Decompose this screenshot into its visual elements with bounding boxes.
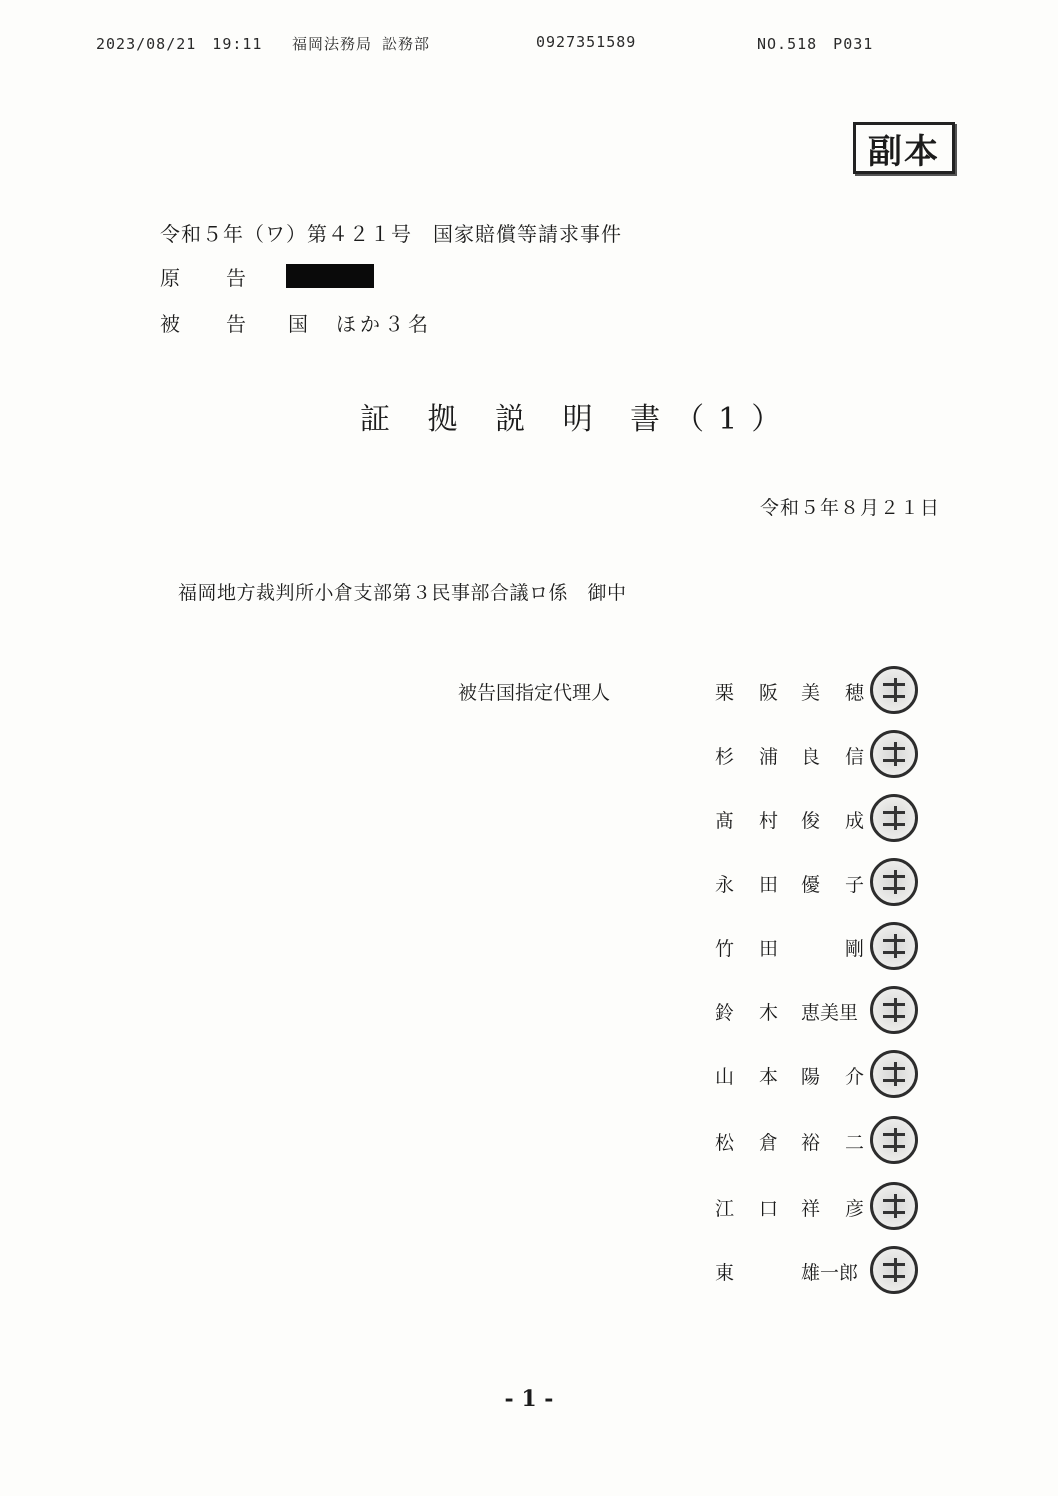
- plaintiff-label-char: 原: [160, 266, 180, 290]
- agent-name-char: 美: [801, 682, 821, 704]
- seal-stamp-icon: [870, 858, 918, 906]
- copy-stamp: 副本: [853, 122, 955, 174]
- agent-name-char: 松: [715, 1132, 735, 1154]
- agent-name-char: 本: [759, 1066, 779, 1088]
- agent-name-char: 江: [715, 1198, 735, 1220]
- document-date: 令和５年８月２１日: [760, 497, 941, 519]
- redacted-plaintiff-name: [286, 264, 374, 288]
- agent-row: [715, 1062, 895, 1092]
- addressee: 福岡地方裁判所小倉支部第３民事部合議ロ係 御中: [178, 582, 627, 604]
- agent-name-char: 鈴: [715, 1002, 735, 1024]
- agent-name-char: 陽: [801, 1066, 821, 1088]
- agent-name-char: 栗: [715, 682, 735, 704]
- agent-name-char: 介: [845, 1066, 865, 1088]
- agent-name-char: 阪: [759, 682, 779, 704]
- agent-name-char: 成: [845, 810, 865, 832]
- agent-name-char: 田: [759, 938, 779, 960]
- agent-row: [715, 1128, 895, 1158]
- seal-stamp-icon: [870, 730, 918, 778]
- agent-row: [715, 806, 895, 836]
- agent-name-char: 髙: [715, 810, 735, 832]
- fax-header: [0, 33, 1058, 55]
- seal-stamp-icon: [870, 986, 918, 1034]
- agent-name-char: 優: [801, 874, 821, 896]
- plaintiff-label-char: 告: [226, 266, 246, 290]
- agent-row: [715, 742, 895, 772]
- seal-stamp-icon: [870, 666, 918, 714]
- agent-name-char: 木: [759, 1002, 779, 1024]
- agent-label: 被告国指定代理人: [458, 682, 611, 704]
- agent-name-char: 竹: [715, 938, 735, 960]
- agent-name-char: 口: [759, 1198, 779, 1220]
- agent-name-char: 倉: [759, 1132, 779, 1154]
- fax-datetime: 2023/08/21 19:11: [96, 35, 263, 53]
- agent-name-char: 雄一郎: [801, 1262, 859, 1284]
- agent-name-char: 祥: [801, 1198, 821, 1220]
- seal-stamp-icon: [870, 1050, 918, 1098]
- agent-name-char: 良: [801, 746, 821, 768]
- fax-sender: 福岡法務局 訟務部: [292, 35, 431, 53]
- agent-name-char: 彦: [845, 1198, 865, 1220]
- agent-name-char: 穂: [845, 682, 865, 704]
- agent-name-char: 信: [845, 746, 865, 768]
- agent-name-char: 山: [715, 1066, 735, 1088]
- seal-stamp-icon: [870, 1246, 918, 1294]
- agent-row: [715, 934, 895, 964]
- defendant-label-char: 被: [160, 312, 180, 336]
- agent-name-char: 浦: [759, 746, 779, 768]
- seal-stamp-icon: [870, 1182, 918, 1230]
- agent-row: [715, 1258, 895, 1288]
- fax-page-info: NO.518 P031: [757, 35, 874, 53]
- agent-row: [715, 678, 895, 708]
- agent-name-char: 田: [759, 874, 779, 896]
- agent-name-char: 二: [845, 1132, 865, 1154]
- agent-row: [715, 1194, 895, 1224]
- case-number: 令和５年（ワ）第４２１号 国家賠償等請求事件: [160, 222, 622, 246]
- document-title: 証 拠 説 明 書（1）: [360, 402, 796, 437]
- agent-name-char: 剛: [845, 938, 865, 960]
- agent-name-char: 永: [715, 874, 735, 896]
- defendant-value: 国 ほか３名: [288, 312, 432, 336]
- agent-row: [715, 870, 895, 900]
- agent-name-char: 村: [759, 810, 779, 832]
- agent-name-char: 恵美里: [801, 1002, 859, 1024]
- agent-name-char: 裕: [801, 1132, 821, 1154]
- page-number: - 1 -: [504, 1386, 554, 1412]
- agent-name-char: 杉: [715, 746, 735, 768]
- seal-stamp-icon: [870, 922, 918, 970]
- agent-row: [715, 998, 895, 1028]
- agent-name-char: 東: [715, 1262, 735, 1284]
- seal-stamp-icon: [870, 794, 918, 842]
- agent-name-char: 子: [845, 874, 865, 896]
- fax-phone: 0927351589: [536, 33, 637, 51]
- defendant-label-char: 告: [226, 312, 246, 336]
- seal-stamp-icon: [870, 1116, 918, 1164]
- agent-name-char: 俊: [801, 810, 821, 832]
